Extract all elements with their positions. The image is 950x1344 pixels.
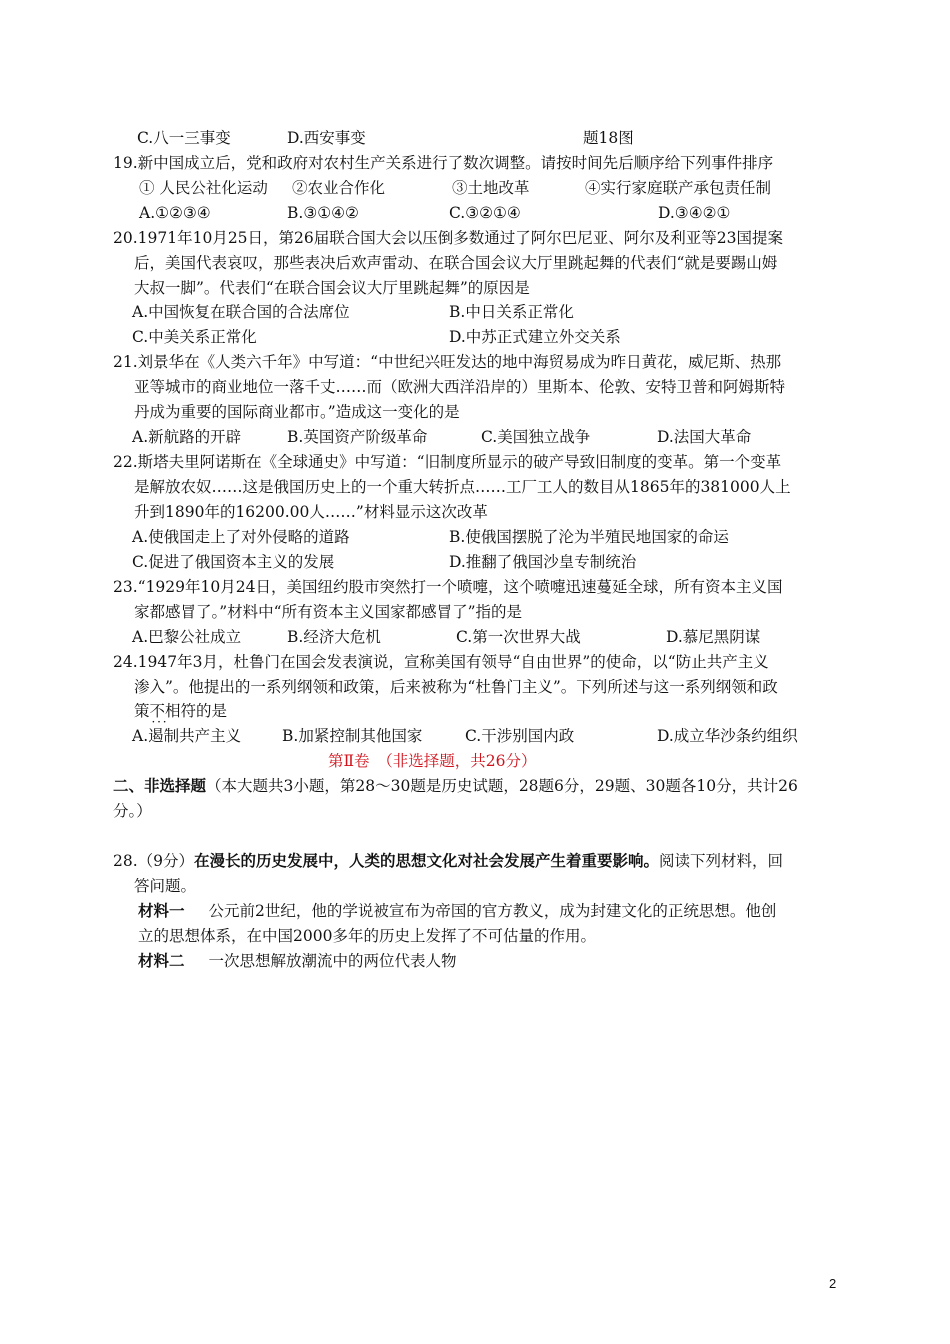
section-2-title: 第Ⅱ卷 （非选择题，共26分） (328, 752, 537, 770)
q22-line-2: 是解放农奴……这是俄国历史上的一个重大转折点……工厂工人的数目从1865年的381000人上 (134, 478, 791, 496)
q20-line-1: 20.1971年10月25日，第26届联合国大会以压倒多数通过了阿尔巴尼亚、阿尔及利亚等23国提案 (113, 229, 783, 247)
q19-option-c: C.③②①④ (449, 204, 521, 222)
q24-option-d: D.成立华沙条约组织 (657, 727, 798, 745)
q21-option-a: A.新航路的开辟 (132, 428, 242, 446)
q19-option-b: B.③①④② (287, 204, 359, 222)
q18-option-d: D.西安事变 (287, 129, 366, 147)
section-2-heading (113, 776, 798, 796)
q24-line-3-post: 的是 (196, 702, 228, 720)
section-2-heading-bold: 二、非选择题 (113, 776, 207, 795)
q24-option-c: C.干涉别国内政 (465, 727, 575, 745)
q20-option-d: D.中苏正式建立外交关系 (449, 328, 621, 346)
q28-material-1-text: 公元前2世纪，他的学说被宣布为帝国的官方教义，成为封建文化的正统思想。他创 (208, 902, 777, 920)
q18-figure-label: 题18图 (583, 129, 634, 147)
q19-item-4: ④实行家庭联产承包责任制 (585, 179, 772, 197)
section-2-heading-line-2: 分。） (113, 802, 152, 820)
q28-material-1-label: 材料一 (138, 901, 185, 920)
q23-line-1: 23.“1929年10月24日，美国纽约股市突然打一个喷嚏，这个喷嚏迅速蔓延全球，所有资本主义国 (113, 578, 783, 596)
q22-line-1: 22.斯塔夫里阿诺斯在《全球通史》中写道：“旧制度所显示的破产导致旧制度的变革。第一个变革 (113, 453, 782, 471)
q20-line-2: 后，美国代表哀叹，那些表决后欢声雷动、在联合国会议大厅里跳起舞的代表们“就是要踢山姆 (134, 254, 778, 272)
q20-option-c: C.中美关系正常化 (132, 328, 257, 346)
q28-material-2-text: 一次思想解放潮流中的两位代表人物 (208, 952, 457, 970)
q24-line-3-pre: 策 (134, 702, 150, 720)
q28-bold-intro: 在漫长的历史发展中，人类的思想文化对社会发展产生着重要影响。 (194, 851, 660, 870)
q21-option-d: D.法国大革命 (657, 428, 752, 446)
q28-intro-rest: 阅读下列材料，回 (659, 852, 784, 870)
q20-option-a: A.中国恢复在联合国的合法席位 (132, 303, 350, 321)
q28-material-1-line-2: 立的思想体系，在中国2000多年的历史上发挥了不可估量的作用。 (138, 927, 596, 945)
q19-item-2: ②农业合作化 (292, 179, 386, 197)
q24-line-1: 24.1947年3月，杜鲁门在国会发表演说，宣称美国有领导“自由世界”的使命，以“防止共产主义 (113, 653, 769, 671)
q21-option-b: B.英国资产阶级革命 (287, 428, 428, 446)
q21-line-1: 21.刘景华在《人类六千年》中写道：“中世纪兴旺发达的地中海贸易成为昨日黄花，威尼斯、热那 (113, 353, 782, 371)
q24-option-a: A.遏制共产主义 (132, 727, 242, 745)
q20-line-3: 大叔一脚”。代表们“在联合国会议大厅里跳起舞”的原因是 (134, 279, 530, 297)
page-number: 2 (829, 1276, 837, 1291)
section-2-heading-rest: （本大题共3小题，第28～30题是历史试题，28题6分，29题、30题各10分，共计26 (206, 777, 798, 795)
q28-material-2 (138, 951, 457, 971)
q19-option-d: D.③④②① (658, 204, 731, 222)
q24-line-3 (134, 701, 227, 721)
q19-option-a: A.①②③④ (139, 204, 211, 222)
q22-option-d: D.推翻了俄国沙皇专制统治 (449, 553, 637, 571)
q22-option-b: B.使俄国摆脱了沦为半殖民地国家的命运 (449, 528, 729, 546)
q28-line-2: 答问题。 (134, 877, 197, 895)
q28-line-1 (113, 851, 783, 871)
q28-material-2-label: 材料二 (138, 951, 185, 970)
q23-line-2: 家都感冒了。”材料中“所有资本主义国家都感冒了”指的是 (134, 603, 523, 621)
q21-option-c: C.美国独立战争 (481, 428, 591, 446)
q21-line-3: 丹成为重要的国际商业都市。”造成这一变化的是 (134, 403, 460, 421)
q22-option-a: A.使俄国走上了对外侵略的道路 (132, 528, 350, 546)
q28-material-1-line-1 (138, 901, 776, 921)
q22-line-3: 升到1890年的16200.00人……”材料显示这次改革 (134, 503, 488, 521)
q23-option-c: C.第一次世界大战 (456, 628, 581, 646)
q28-number: 28.（9分） (113, 852, 195, 870)
q19-item-1: ① 人民公社化运动 (139, 179, 268, 197)
q19-stem: 19.新中国成立后，党和政府对农村生产关系进行了数次调整。请按时间先后顺序给下列事件排序 (113, 154, 774, 172)
q23-option-d: D.慕尼黑阴谋 (666, 628, 761, 646)
q23-option-a: A.巴黎公社成立 (132, 628, 242, 646)
q18-option-c: C.八一三事变 (137, 129, 231, 147)
q24-option-b: B.加紧控制其他国家 (282, 727, 423, 745)
q21-line-2: 亚等城市的商业地位一落千丈……而（欧洲大西洋沿岸的）里斯本、伦敦、安特卫普和阿姆斯特 (134, 378, 786, 396)
q24-line-2: 渗入”。他提出的一系列纲领和政策，后来被称为“杜鲁门主义”。下列所述与这一系列纲领和政 (134, 678, 778, 696)
q23-option-b: B.经济大危机 (287, 628, 381, 646)
q20-option-b: B.中日关系正常化 (449, 303, 574, 321)
q19-item-3: ③土地改革 (452, 179, 530, 197)
q22-option-c: C.促进了俄国资本主义的发展 (132, 553, 335, 571)
q24-emphasis-dotted: 不相符 · · · (150, 701, 197, 721)
